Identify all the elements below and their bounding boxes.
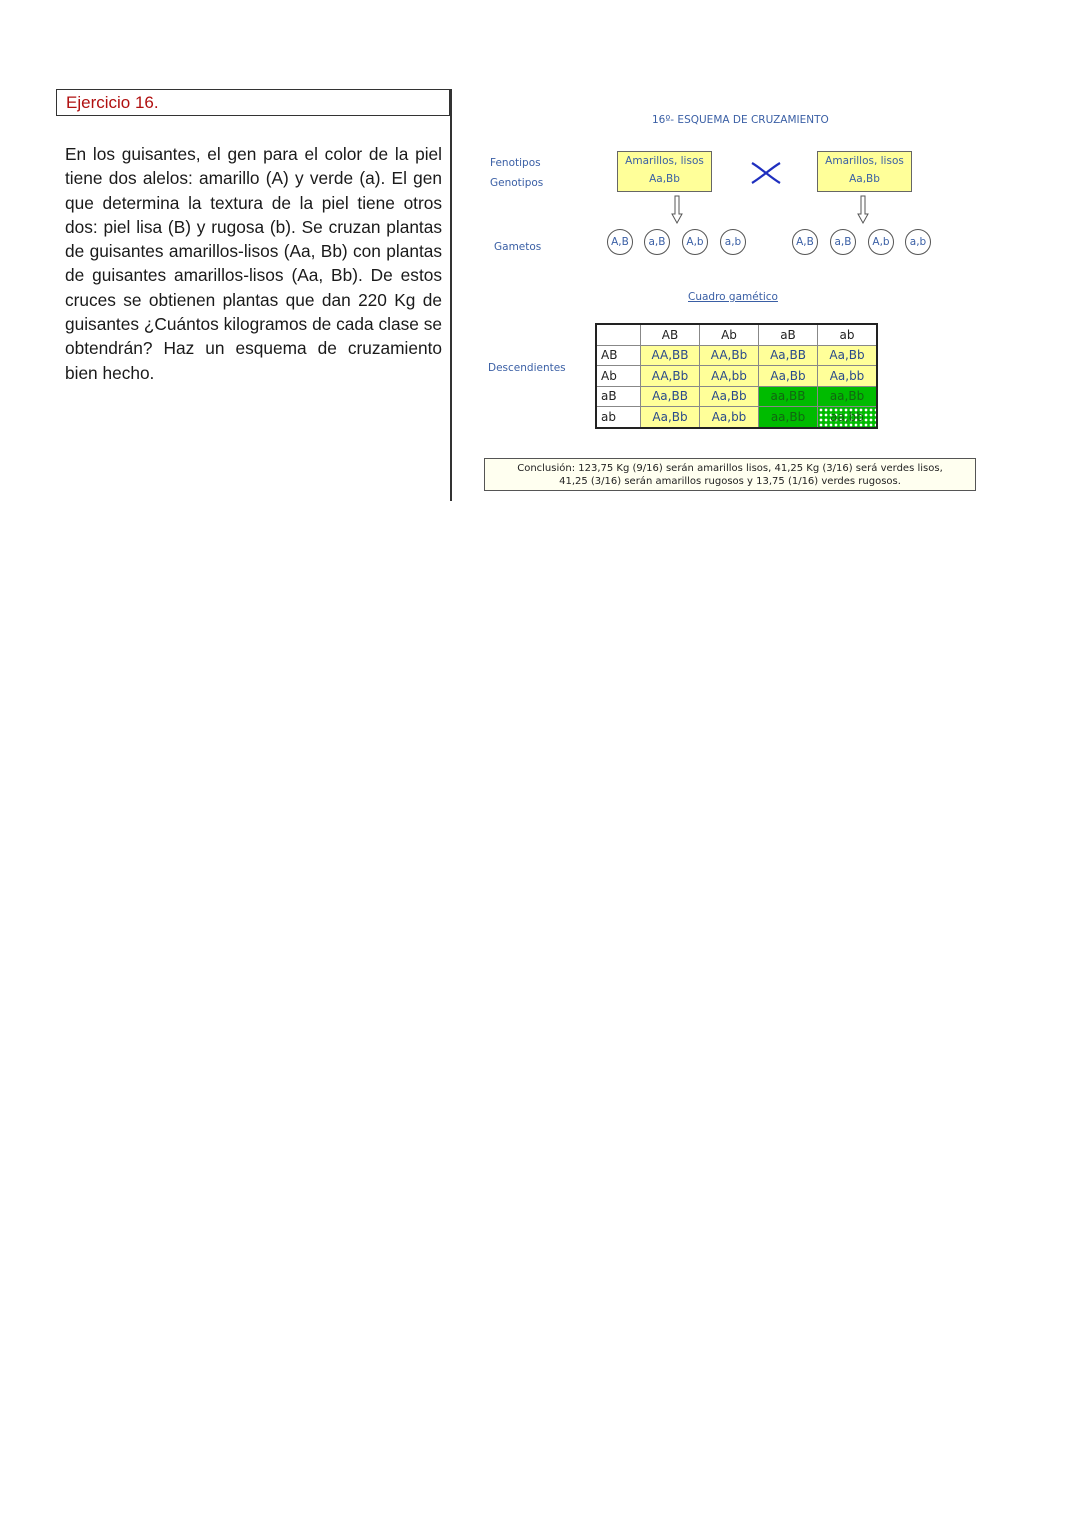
punnett-cell: AA,bb <box>700 366 759 387</box>
cross-icon <box>750 161 782 185</box>
punnett-cell: Aa,Bb <box>818 345 877 366</box>
gamete-p2-ab: a,b <box>905 229 931 255</box>
conclusion-box <box>484 458 976 491</box>
punnett-cell: Aa,Bb <box>759 366 818 387</box>
punnett-row-header: ab <box>597 407 641 428</box>
label-fenotipos: Fenotipos <box>490 157 541 169</box>
conclusion-line-1: Conclusión: 123,75 Kg (9/16) serán amarillos lisos, 41,25 Kg (3/16) será verdes lisos, <box>517 463 943 474</box>
punnett-header-row <box>597 325 877 346</box>
parent-2-genotype: Aa,Bb <box>849 173 880 185</box>
punnett-square <box>596 324 877 428</box>
parent-2-phenotype: Amarillos, lisos <box>825 155 904 167</box>
exercise-statement: En los guisantes, el gen para el color de la piel tiene dos alelos: amarillo (A) y verde (a). El gen que determina la textura de la piel tiene otros dos: piel lisa (B) y rugosa (b). Se cruzan plantas de guisantes amarillos-lisos (Aa, Bb) con plantas de guisantes amarillos-lisos (Aa, Bb). De estos cruces se obtienen plantas que dan 220 Kg de guisantes ¿Cuántos kilogramos de cada clase se obtendrán? Haz un esquema de cruzamiento bien hecho. <box>65 144 442 383</box>
punnett-corner <box>597 325 641 346</box>
down-arrow-icon <box>857 195 869 225</box>
diagram-title: 16º- ESQUEMA DE CRUZAMIENTO <box>652 114 829 126</box>
down-arrow-icon <box>671 195 683 225</box>
punnett-row <box>597 386 877 407</box>
label-gametos: Gametos <box>494 241 542 253</box>
punnett-cell: AA,Bb <box>641 366 700 387</box>
gamete-p1-ab: a,b <box>720 229 746 255</box>
parent-1-box <box>617 151 712 192</box>
punnett-col-header: ab <box>818 325 877 346</box>
column-divider <box>450 89 452 501</box>
punnett-cell: aa,bb <box>818 407 877 428</box>
exercise-title: Ejercicio 16. <box>66 93 159 112</box>
punnett-row <box>597 407 877 428</box>
punnett-row <box>597 345 877 366</box>
punnett-row <box>597 366 877 387</box>
punnett-cell: Aa,bb <box>818 366 877 387</box>
exercise-title-box <box>56 89 450 116</box>
gamete-p2-Ab: A,b <box>868 229 894 255</box>
punnett-row-header: Ab <box>597 366 641 387</box>
punnett-col-header: Ab <box>700 325 759 346</box>
punnett-title: Cuadro gamético <box>688 291 778 303</box>
label-genotipos: Genotipos <box>490 177 544 189</box>
parent-1-phenotype: Amarillos, lisos <box>625 155 704 167</box>
gamete-p2-AB: A,B <box>792 229 818 255</box>
punnett-cell: AA,Bb <box>700 345 759 366</box>
label-descendientes: Descendientes <box>488 362 566 374</box>
punnett-cell: aa,Bb <box>818 386 877 407</box>
conclusion-line-2: 41,25 (3/16) serán amarillos rugosos y 13,75 (1/16) verdes rugosos. <box>559 476 901 487</box>
parent-1-genotype: Aa,Bb <box>649 173 680 185</box>
gamete-p1-aB: a,B <box>644 229 670 255</box>
punnett-cell: aa,BB <box>759 386 818 407</box>
punnett-cell: Aa,BB <box>641 386 700 407</box>
punnett-cell: Aa,BB <box>759 345 818 366</box>
parent-2-box <box>817 151 912 192</box>
gamete-p2-aB: a,B <box>830 229 856 255</box>
gamete-p1-AB: A,B <box>607 229 633 255</box>
punnett-row-header: aB <box>597 386 641 407</box>
punnett-cell: Aa,Bb <box>700 386 759 407</box>
punnett-col-header: aB <box>759 325 818 346</box>
punnett-cell: AA,BB <box>641 345 700 366</box>
punnett-row-header: AB <box>597 345 641 366</box>
punnett-cell: Aa,bb <box>700 407 759 428</box>
gamete-p1-Ab: A,b <box>682 229 708 255</box>
punnett-cell: Aa,Bb <box>641 407 700 428</box>
punnett-col-header: AB <box>641 325 700 346</box>
punnett-cell: aa,Bb <box>759 407 818 428</box>
